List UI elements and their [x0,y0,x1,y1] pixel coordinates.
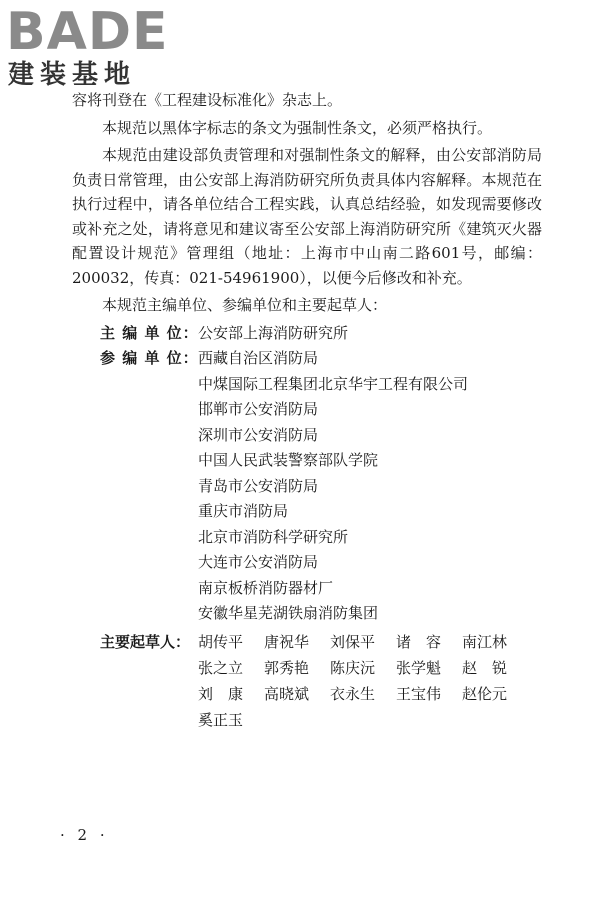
participating-unit: 北京市消防科学研究所 [198,527,349,546]
drafter-name: 衣永生 [330,684,376,703]
drafter-name: 王宝伟 [396,684,442,703]
drafter-name: 张学魁 [396,658,442,677]
drafter-name: 赵伦元 [462,684,508,703]
logo-subtitle: 建装基地 [8,60,137,90]
participating-unit: 南京板桥消防器材厂 [198,578,334,597]
drafters-names-grid [198,629,528,733]
paragraph-editors-intro: 本规范主编单位、参编单位和主要起草人： [102,296,388,314]
paragraph-mandatory-clauses: 本规范以黑体字标志的条文为强制性条文，必须严格执行。 [102,118,493,137]
participating-unit-list [198,346,542,627]
brand-logo [6,4,176,90]
chief-editor-label: 主 编 单 位： [100,323,199,342]
participating-unit: 安徽华星芜湖铁扇消防集团 [198,604,379,622]
participating-label: 参 编 单 位： [100,349,199,367]
drafters-label: 主要起草人： [100,632,191,651]
drafter-name: 诸 容 [396,632,442,651]
drafter-name: 赵 锐 [462,658,508,677]
participating-unit: 大连市公安消防局 [198,553,319,571]
logo-brand-text: BADE [6,2,169,62]
participating-unit: 西藏自治区消防局 [198,349,319,367]
drafter-name: 陈庆沅 [330,658,376,677]
chief-editor-unit: 公安部上海消防研究所 [198,323,349,342]
chief-editor-row [72,321,542,347]
participating-row [72,346,542,627]
drafter-name: 南江林 [462,632,508,651]
paragraph-continuation: 容将刊登在《工程建设标准化》杂志上。 [72,91,343,109]
participating-unit: 青岛市公安消防局 [198,476,319,495]
drafter-name: 高晓斌 [264,684,310,703]
document-page [72,88,542,733]
drafter-name: 郭秀艳 [264,658,310,677]
drafter-name: 张之立 [198,658,244,677]
participating-unit: 深圳市公安消防局 [198,425,319,444]
drafter-name: 刘 康 [198,684,244,703]
paragraph-management: 本规范由建设部负责管理和对强制性条文的解释，由公安部消防局负责日常管理，由公安部上海消防研究所负责具体内容解释。本规范在执行过程中，请各单位结合工程实践，认真总结经验，如发现需要修改或补充之处，请将意见和建议寄至公安部上海消防研究所《建筑灭火器配置设计规范》管理组（地址：上海市中山南二路601号，邮编：200032，传真：021-54961900），以便今后修改和补充。 [72,146,542,287]
participating-unit: 中煤国际工程集团北京华宇工程有限公司 [198,374,469,393]
drafter-name: 刘保平 [330,632,376,651]
drafter-name: 胡传平 [198,632,244,651]
page-number: · 2 · [60,826,109,844]
participating-unit: 中国人民武装警察部队学院 [198,451,379,469]
editor-units-list [72,321,542,627]
participating-unit: 邯郸市公安消防局 [198,400,319,418]
drafters-section [72,629,542,733]
participating-unit: 重庆市消防局 [198,502,289,520]
drafter-name: 唐祝华 [264,632,310,651]
drafter-name: 奚正玉 [198,710,244,729]
